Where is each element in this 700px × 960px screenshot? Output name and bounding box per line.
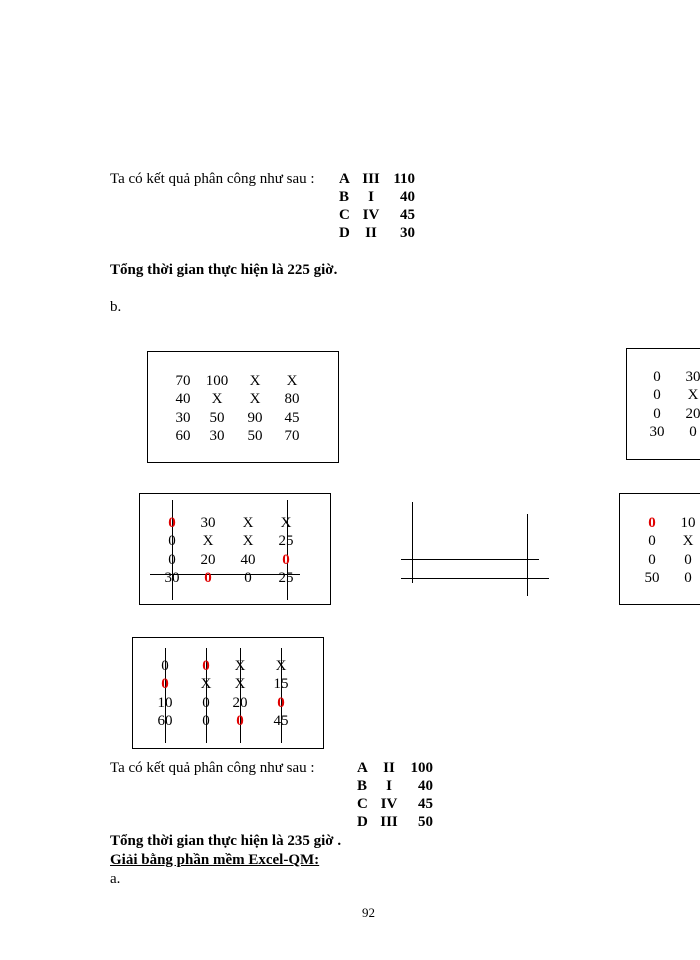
cover-sketch-line	[527, 514, 528, 596]
total-time-a: Tổng thời gian thực hiện là 225 giờ.	[110, 262, 338, 278]
matrix-cell: 60	[157, 713, 173, 729]
matrix-cell: X	[286, 373, 298, 389]
matrix-cell: 40	[175, 391, 191, 407]
matrix-cell: 15	[273, 676, 289, 692]
assignment-list-a	[339, 170, 415, 242]
assignment-row	[357, 777, 433, 795]
job: A	[339, 171, 350, 187]
assignment-row	[339, 224, 415, 242]
matrix-cell: 10	[157, 695, 173, 711]
matrix-cell: 45	[273, 713, 289, 729]
matrix-cell: X	[202, 533, 214, 549]
matrix-cell: 20	[232, 695, 248, 711]
job: D	[357, 814, 368, 830]
assignment-row	[357, 813, 433, 831]
cover-sketch-line	[401, 578, 549, 579]
assignment-intro-a: Ta có kết quả phân công như sau :	[110, 171, 315, 187]
matrix-cell: 0	[684, 552, 692, 568]
time: 45	[400, 207, 415, 223]
matrix-cell: X	[249, 373, 261, 389]
matrix-cell: 0	[684, 570, 692, 586]
time: 30	[400, 225, 415, 241]
matrix-cell: 20	[685, 406, 700, 422]
matrix-cell: 0	[202, 713, 210, 729]
matrix-cell: X	[242, 515, 254, 531]
reduced-matrix-right-partial	[619, 493, 700, 605]
section-b-label: b.	[110, 299, 122, 315]
matrix-cell: 0	[168, 552, 176, 568]
matrix-cell: 0	[689, 424, 697, 440]
worker: I	[386, 778, 392, 794]
matrix-cell: 20	[200, 552, 216, 568]
matrix-cell: 0	[648, 533, 656, 549]
worker: III	[362, 171, 380, 187]
worker: III	[380, 814, 398, 830]
assignment-row	[339, 206, 415, 224]
time: 40	[418, 778, 433, 794]
reduced-matrix-2	[132, 637, 324, 749]
matrix-cell: 30	[175, 410, 191, 426]
matrix-cell: 90	[247, 410, 263, 426]
assignment-list-b	[357, 759, 433, 831]
matrix-cell: 70	[175, 373, 191, 389]
matrix-cell: 80	[284, 391, 300, 407]
worker: I	[368, 189, 374, 205]
sub-item-a: a.	[110, 871, 121, 887]
assignment-row	[339, 188, 415, 206]
matrix-cell: X	[242, 533, 254, 549]
matrix-cell: 10	[680, 515, 696, 531]
matrix-cell: 0	[168, 533, 176, 549]
time: 45	[418, 796, 433, 812]
matrix-cell: 30	[164, 570, 180, 586]
job: C	[339, 207, 350, 223]
matrix-cell: 0	[653, 406, 661, 422]
time: 110	[393, 171, 415, 187]
cost-matrix-right-partial	[626, 348, 700, 460]
job: A	[357, 760, 368, 776]
matrix-cell: 30	[200, 515, 216, 531]
matrix-cell: 0	[202, 695, 210, 711]
matrix-cell: 30	[649, 424, 665, 440]
reduced-matrix-1	[139, 493, 331, 605]
matrix-cell: 50	[209, 410, 225, 426]
job: D	[339, 225, 350, 241]
total-time-b: Tổng thời gian thực hiện là 235 giờ .	[110, 833, 342, 849]
job: C	[357, 796, 368, 812]
matrix-cell: 60	[175, 428, 191, 444]
worker: IV	[380, 796, 398, 812]
time: 40	[400, 189, 415, 205]
matrix-cell: 40	[240, 552, 256, 568]
matrix-cell: 50	[247, 428, 263, 444]
matrix-cell: 0	[161, 676, 169, 692]
job: B	[357, 778, 368, 794]
matrix-cell: X	[275, 658, 287, 674]
cover-sketch-line	[401, 559, 539, 560]
matrix-cell: 0	[202, 658, 210, 674]
matrix-cell: 30	[685, 369, 700, 385]
assignment-row	[357, 759, 433, 777]
excel-qm-heading: Giải bằng phần mềm Excel-QM:	[110, 852, 320, 868]
assignment-row	[339, 170, 415, 188]
matrix-cell: 0	[277, 695, 285, 711]
matrix-cell: X	[682, 533, 694, 549]
job: B	[339, 189, 350, 205]
matrix-cell: 0	[648, 515, 656, 531]
matrix-cell: X	[234, 676, 246, 692]
matrix-cell: 0	[653, 387, 661, 403]
page-number: 92	[362, 905, 375, 920]
matrix-cell: 0	[244, 570, 252, 586]
time: 100	[410, 760, 433, 776]
assignment-row	[357, 795, 433, 813]
matrix-cell: X	[211, 391, 223, 407]
matrix-cell: 0	[653, 369, 661, 385]
cost-matrix-initial	[147, 351, 339, 463]
time: 50	[418, 814, 433, 830]
assignment-intro-b: Ta có kết quả phân công như sau :	[110, 760, 315, 776]
matrix-cell: X	[249, 391, 261, 407]
worker: II	[383, 760, 395, 776]
matrix-cell: 25	[278, 533, 294, 549]
matrix-cell: 70	[284, 428, 300, 444]
worker: IV	[362, 207, 380, 223]
matrix-cell: X	[280, 515, 292, 531]
matrix-cell: X	[200, 676, 212, 692]
matrix-cell: 25	[278, 570, 294, 586]
matrix-cell: 100	[205, 373, 229, 389]
matrix-cell: 0	[236, 713, 244, 729]
matrix-cell: 0	[282, 552, 290, 568]
matrix-cell: X	[234, 658, 246, 674]
matrix-cell: 0	[168, 515, 176, 531]
matrix-cell: 0	[648, 552, 656, 568]
matrix-cell: 45	[284, 410, 300, 426]
matrix-cell: X	[687, 387, 699, 403]
worker: II	[365, 225, 377, 241]
matrix-cell: 50	[644, 570, 660, 586]
cover-sketch-line	[412, 502, 413, 583]
matrix-cell: 0	[161, 658, 169, 674]
matrix-cell: 0	[204, 570, 212, 586]
matrix-cell: 30	[209, 428, 225, 444]
